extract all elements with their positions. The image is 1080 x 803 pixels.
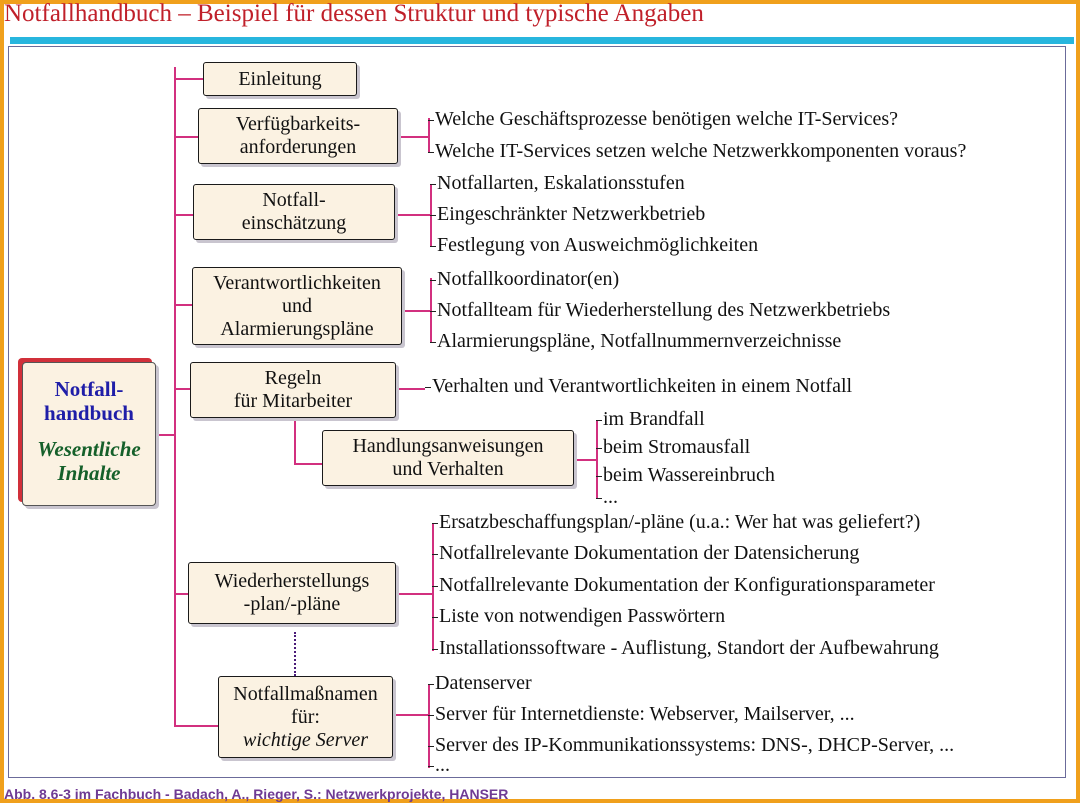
leaf-item: Welche Geschäftsprozesse benötigen welche IT-Services? [428, 108, 898, 130]
node-verantwortlichkeiten [192, 267, 402, 345]
connector-verfuegbarkeit [174, 136, 198, 138]
node-regeln [190, 362, 396, 418]
connector-einleitung [174, 78, 204, 80]
dotted-link [294, 632, 296, 676]
leaf-connector-handlung [574, 459, 596, 461]
node-massnahmen [218, 676, 393, 758]
root-connector [156, 434, 174, 436]
node-wiederherstellung [188, 562, 396, 624]
node-label: für Mitarbeiter [233, 390, 353, 412]
title-underline-bar [10, 37, 1074, 44]
node-label: Handlungsanweisungen [352, 435, 544, 457]
node-label: einschätzung [241, 212, 347, 234]
leaf-connector-einschaetzung [395, 214, 430, 216]
node-label: Notfall- [262, 189, 326, 211]
connector-massnahmen [174, 725, 218, 727]
connector-regeln [174, 388, 190, 390]
leaf-item: Verhalten und Verantwortlichkeiten in einem Notfall [425, 375, 852, 397]
node-label: für: [291, 705, 320, 728]
regeln-sub-horizontal [294, 463, 322, 465]
node-label: wichtige Server [243, 728, 368, 751]
leaf-item: beim Stromausfall [596, 436, 750, 458]
leaf-item: Eingeschränkter Netzwerkbetrieb [430, 203, 705, 225]
leaf-item: Notfallkoordinator(en) [430, 268, 619, 290]
node-einleitung [203, 62, 357, 96]
root-subtitle-line2: Inhalte [57, 461, 121, 485]
connector-wiederherstellung [174, 593, 188, 595]
leaf-item: Festlegung von Ausweichmöglichkeiten [430, 234, 758, 256]
leaf-item: Installationssoftware - Auflistung, Standort der Aufbewahrung [432, 637, 939, 659]
node-label: und Verhalten [392, 458, 504, 480]
regeln-sub-vertical [294, 420, 296, 464]
leaf-connector-wiederherstellung [397, 593, 432, 595]
leaf-item: Datenserver [428, 672, 532, 694]
leaf-item: Notfallarten, Eskalationsstufen [430, 172, 685, 194]
root-title-line2: handbuch [44, 401, 134, 425]
node-label: Alarmierungspläne [220, 317, 374, 340]
leaf-connector-regeln [397, 388, 425, 390]
node-label: Verantwortlichkeiten [213, 271, 381, 294]
node-verfuegbarkeit [198, 108, 398, 164]
leaf-item: Notfallrelevante Dokumentation der Datensicherung [432, 542, 859, 564]
root-title-line1: Notfall- [54, 377, 124, 401]
node-label: Wiederherstellungs [214, 570, 370, 592]
leaf-item: im Brandfall [596, 408, 705, 430]
leaf-item: ... [428, 754, 450, 776]
leaf-connector-verfuegbarkeit [400, 136, 428, 138]
leaf-connector-massnahmen [393, 714, 428, 716]
connector-einschaetzung [174, 214, 193, 216]
leaf-item: ... [596, 486, 618, 508]
leaf-item: beim Wassereinbruch [596, 464, 775, 486]
leaf-item: Liste von notwendigen Passwörtern [432, 605, 725, 627]
leaf-item: Alarmierungspläne, Notfallnummernverzeichnisse [430, 330, 841, 352]
leaf-item: Notfallrelevante Dokumentation der Konfigurationsparameter [432, 574, 935, 596]
node-label: -plan/-pläne [243, 593, 341, 615]
slide-title: Notfallhandbuch – Beispiel für dessen Struktur und typische Angaben [4, 0, 704, 27]
node-label: Notfallmaßnamen [233, 682, 378, 705]
leaf-item: Ersatzbeschaffungsplan/-pläne (u.a.: Wer hat was geliefert?) [432, 511, 920, 533]
root-node [22, 362, 156, 506]
main-spine [174, 67, 176, 727]
root-subtitle-line1: Wesentliche [37, 437, 141, 461]
leaf-connector-verantwortlichkeiten [403, 310, 430, 312]
leaf-item: Welche IT-Services setzen welche Netzwerkkomponenten voraus? [428, 140, 966, 162]
leaf-item: Server des IP-Kommunikationssystems: DNS-, DHCP-Server, ... [428, 734, 954, 756]
node-label: und [282, 294, 312, 317]
connector-verantwortlichkeiten [174, 304, 192, 306]
figure-caption: Abb. 8.6-3 im Fachbuch - Badach, A., Rieger, S.: Netzwerkprojekte, HANSER [4, 786, 509, 802]
node-handlung [322, 430, 574, 486]
leaf-item: Server für Internetdienste: Webserver, Mailserver, ... [428, 703, 855, 725]
node-einschaetzung [193, 184, 395, 240]
leaf-item: Notfallteam für Wiederherstellung des Netzwerkbetriebs [430, 299, 890, 321]
node-label: Einleitung [238, 67, 322, 90]
node-label: Regeln [264, 367, 322, 389]
node-label: Verfügbarkeits- [235, 113, 361, 135]
node-label: anforderungen [239, 136, 357, 158]
